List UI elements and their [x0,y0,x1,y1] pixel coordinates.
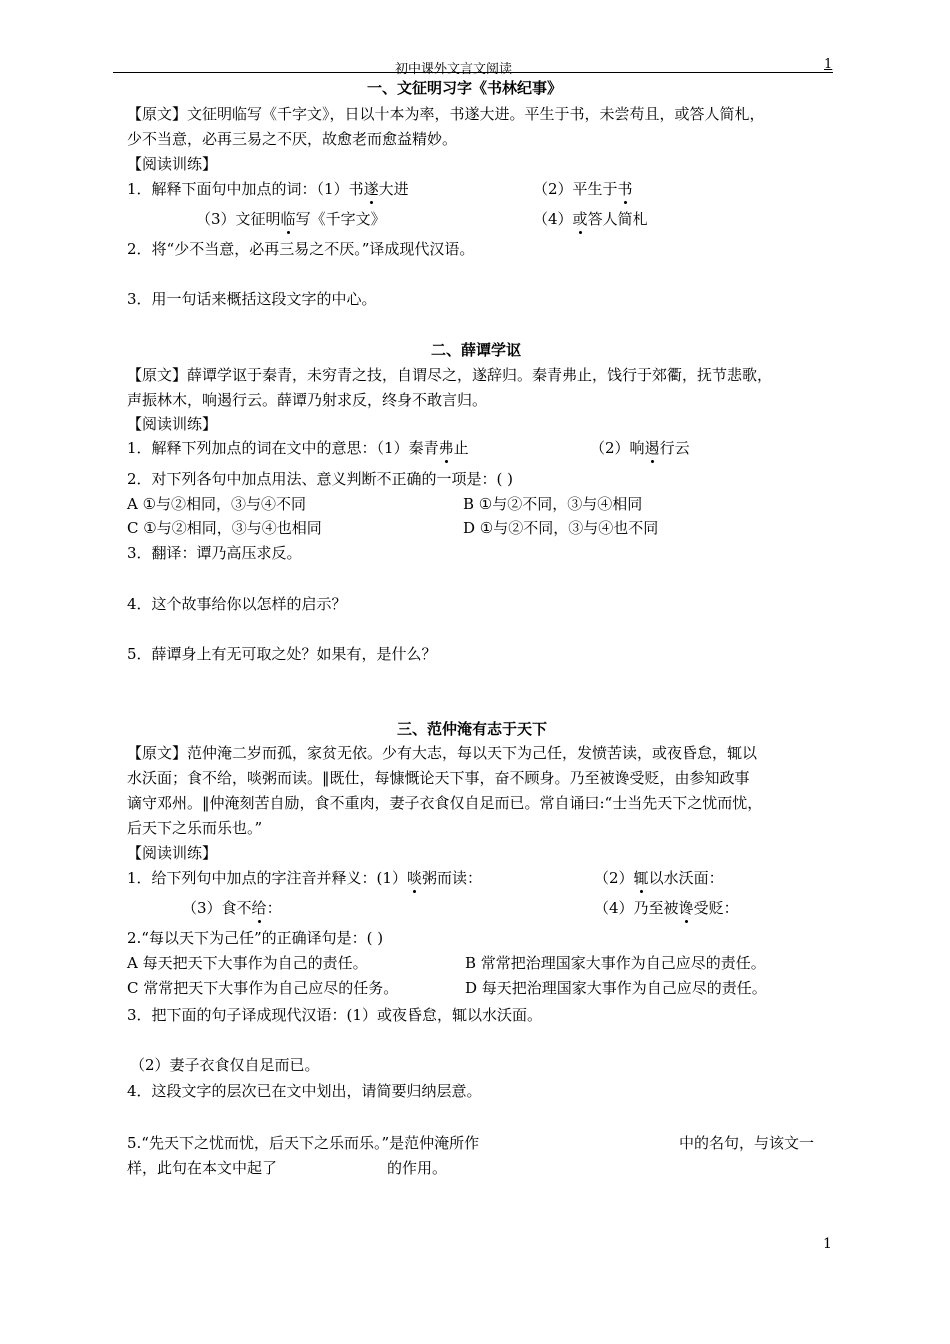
s1-original-line-1: 【原文】文征明临写《千字文》，日以十本为率，书遂大进。平生于书，未尝苟且，或答人简札， [127,105,765,123]
s3-q1d-suffix: 受贬： [693,899,739,917]
section-2-title: 二、薛谭学讴 [431,341,522,359]
header-rule [113,72,833,73]
section-3-title: 三、范仲淹有志于天下 [397,720,548,738]
s1-question-3: 3．用一句话来概括这段文字的中心。 [127,290,377,308]
s2-q1-part1 [127,438,469,458]
s1-q1c-dotted-char: 临 [280,210,296,228]
s3-q1-part3 [182,898,282,918]
s1-q1a-suffix: 大进 [378,180,409,198]
s2-question-4: 4．这个故事给你以怎样的启示？ [127,595,347,613]
s2-question-3: 3．翻译：谭乃高压求反。 [127,544,302,562]
s3-original-line-4: 后天下之乐而乐也。” [127,819,263,837]
s3-q1d-prefix: （4）乃至被 [594,899,679,917]
s2-option-c: C ①与②相同，③与④也相同 [127,519,322,537]
s3-option-d: D 每天把治理国家大事作为自己应尽的责任。 [465,979,767,997]
s3-q1a-suffix: 粥而读： [421,869,482,887]
s2-q1-prefix: 1．解释下列加点的词在文中的意思：（1）秦青 [127,439,439,457]
s3-q1a-prefix: 1．给下列句中加点的字注音并释义：(1） [127,869,407,887]
s3-q1-part2 [594,868,724,888]
footer-page-number: 1 [823,1236,832,1252]
s3-q1c-dotted-char: 给 [251,899,267,917]
s1-training-label: 【阅读训练】 [127,155,218,173]
s1-q1d-suffix: 答人简札 [587,210,648,228]
s1-q1b-dotted-char: 书 [617,180,633,198]
s3-question-3-part-2: （2）妻子衣食仅自足而已。 [130,1056,320,1074]
s3-q1a-dotted-char: 啖 [406,869,422,887]
s1-q1-part3 [196,209,386,229]
s3-q1d-dotted-char: 谗 [678,899,694,917]
s3-question-4: 4．这段文字的层次已在文中划出，请简要归纳层意。 [127,1082,482,1100]
s3-original-line-3: 谪守邓州。‖仲淹刻苦自励，食不重肉，妻子衣食仅自足而已。常自诵曰:“士当先天下之忧而忧， [127,794,763,812]
s2-question-2: 2．对下列各句中加点用法、意义判断不正确的一项是：( ) [127,470,514,488]
s3-question-5-line1-b: 中的名句，与该文一 [679,1134,815,1152]
s3-q1-part1 [127,868,482,888]
s2-original-line-1: 【原文】薛谭学讴于秦青，未穷青之技，自谓尽之，遂辞归。秦青弗止，饯行于郊衢，抚节悲歌， [127,366,773,384]
s1-q1-part1 [127,179,409,199]
s3-q1b-suffix: 以水沃面： [648,869,724,887]
s3-question-5-line1-a: 5.“先天下之忧而忧，后天下之乐而乐。”是范仲淹所作 [127,1134,480,1152]
s2-q1-suffix: 止 [453,439,469,457]
s1-q1a-word: 书 [348,180,364,198]
s3-question-5-line2-b: 的作用。 [387,1159,448,1177]
s2-q1b-prefix: （2）响 [590,439,645,457]
s1-q1d-dotted-char: 或 [572,210,588,228]
s3-original-line-1: 【原文】范仲淹二岁而孤，家贫无依。少有大志，每以天下为己任，发愤苦读，或夜昏怠，辄以 [127,744,758,762]
s3-question-2: 2.“每以天下为己任”的正确译句是：( ) [127,929,384,947]
s3-q1b-prefix: （2） [594,869,634,887]
s2-training-label: 【阅读训练】 [127,415,218,433]
s3-q1-part4 [594,898,739,918]
s3-q1b-dotted-char: 辄 [633,869,649,887]
s1-question-2: 2．将“少不当意，必再三易之不厌。”译成现代汉语。 [127,240,475,258]
s3-option-a: A 每天把天下大事作为自己的责任。 [127,954,368,972]
s1-q1c-suffix: 写《千字文》 [295,210,386,228]
section-1-title: 一、文征明习字《书林纪事》 [367,79,563,97]
s2-option-a: A ①与②相同，③与④不同 [127,495,307,513]
header-title: 初中课外文言文阅读 [395,62,513,77]
s1-q1a-dotted-char: 遂 [363,180,379,198]
s3-q1c-prefix: （3）食不 [182,899,252,917]
s3-option-c: C 常常把天下大事作为自己应尽的任务。 [127,979,399,997]
s3-original-line-2: 水沃面；食不给，啖粥而读。‖既仕，每慷慨论天下事，奋不顾身。乃至被谗受贬，由参知政事 [127,769,750,787]
s1-q1-part2 [533,179,633,199]
s3-q1c-suffix: ： [266,899,282,917]
s3-question-3: 3．把下面的句子译成现代汉语：(1）或夜昏怠，辄以水沃面。 [127,1006,542,1024]
s1-q1c-prefix: （3）文征明 [196,210,281,228]
s3-option-b: B 常常把治理国家大事作为自己应尽的责任。 [465,954,766,972]
s2-q1-dotted-char: 弗 [438,439,454,457]
header-page-number: 1 [824,57,833,72]
s1-original-line-2: 少不当意，必再三易之不厌，故愈老而愈益精妙。 [127,130,458,148]
s1-q1-part4 [533,209,648,229]
s2-q1b-suffix: 行云 [659,439,690,457]
s2-q1-part2 [590,438,690,458]
s3-question-5-line2-a: 样，此句在本文中起了 [127,1159,278,1177]
s2-option-d: D ①与②不同，③与④也不同 [463,519,659,537]
s3-training-label: 【阅读训练】 [127,844,218,862]
s1-q1a-prefix: 1．解释下面句中加点的词：（1） [127,180,349,198]
s2-question-5: 5．薛谭身上有无可取之处？如果有，是什么？ [127,645,437,663]
s2-original-line-2: 声振林木，响遏行云。薛谭乃射求反，终身不敢言归。 [127,391,488,409]
s1-q1b-prefix: （2）平生于 [533,180,618,198]
s1-q1d-prefix: （4） [533,210,573,228]
s2-q1b-dotted-char: 遏 [644,439,660,457]
s2-option-b: B ①与②不同，③与④相同 [463,495,643,513]
